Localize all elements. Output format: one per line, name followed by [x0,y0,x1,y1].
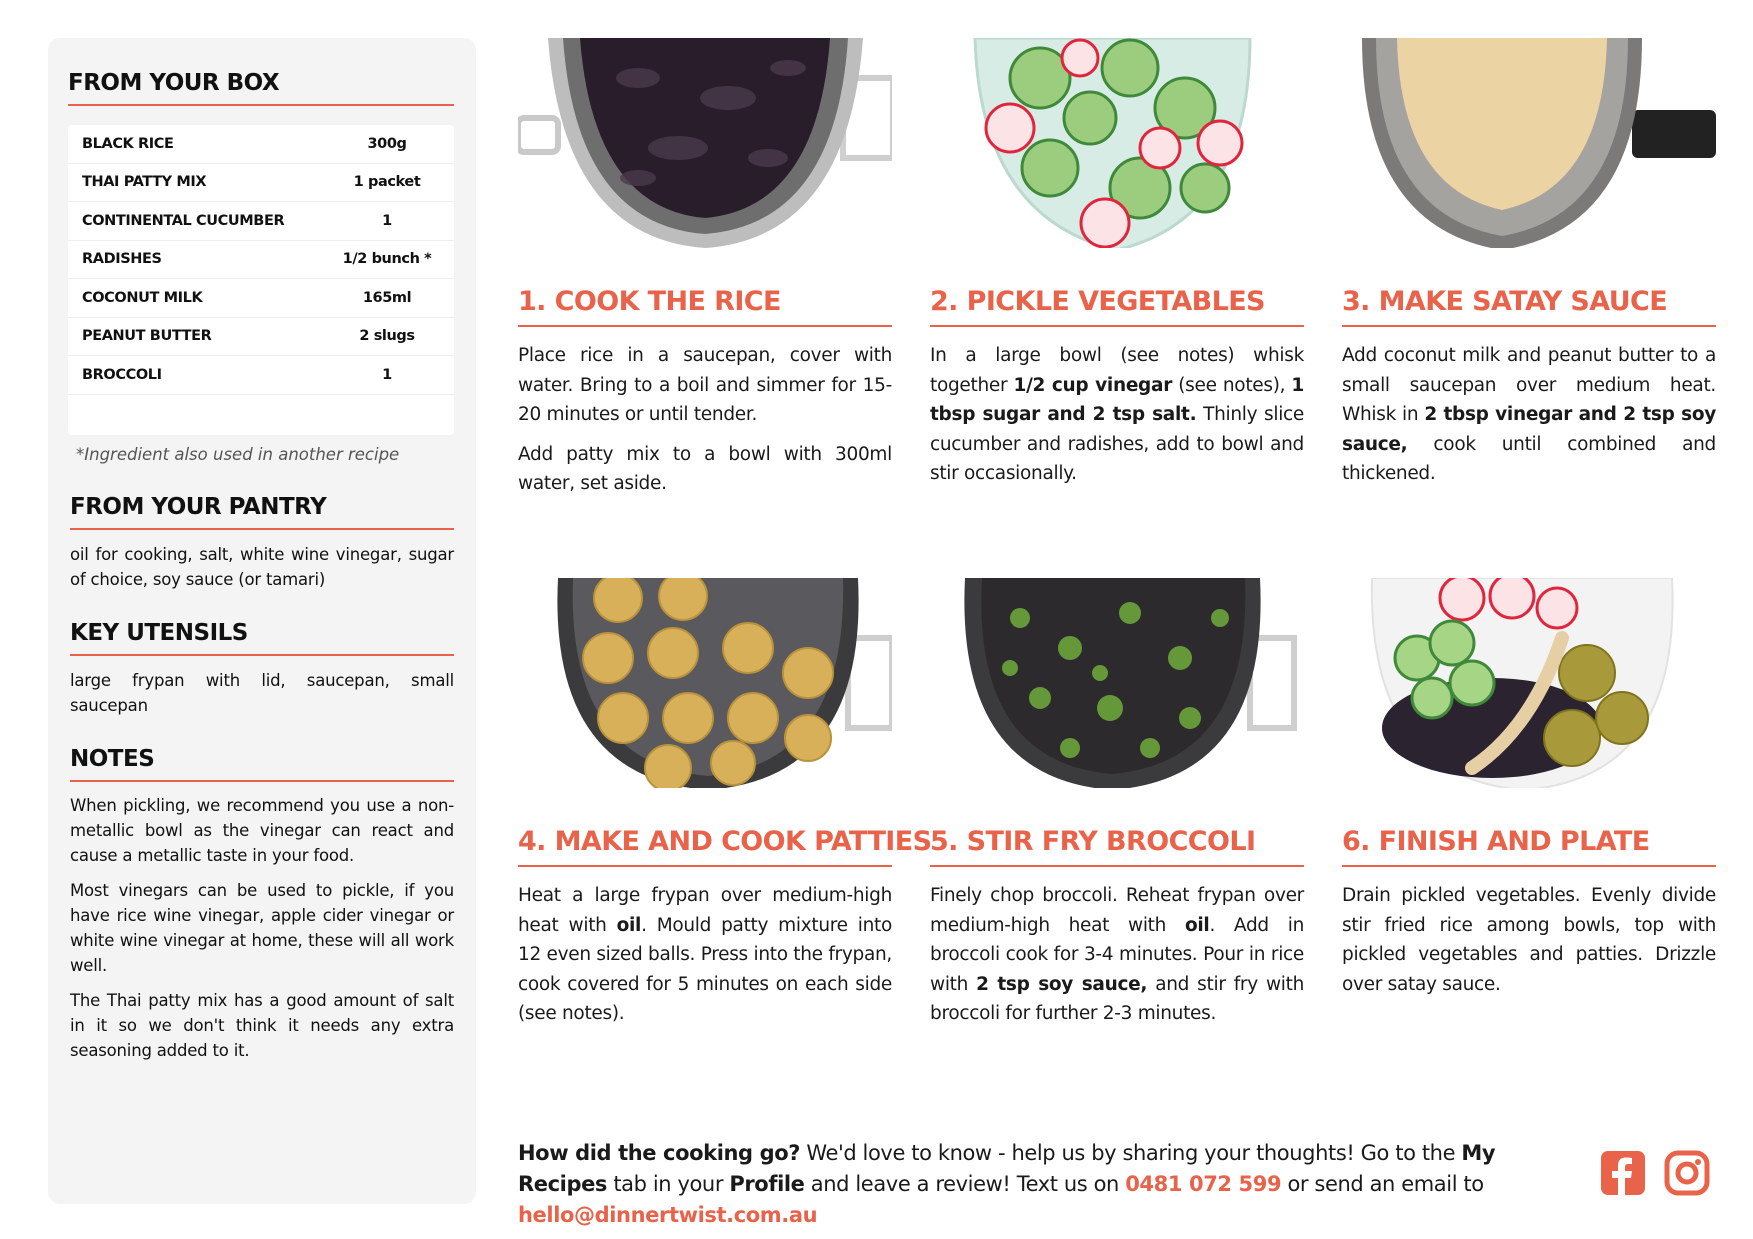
ingredient-name: CONTINENTAL CUCUMBER [82,212,285,229]
ingredient-quantity: 1/2 bunch * [342,251,432,268]
ingredient-quantity: 1 [382,212,392,229]
instruction-text: Add patty mix to a bowl with 300ml water, set aside. [518,443,892,494]
pantry-text: oil for cooking, salt, white wine vinegar, sugar of choice, soy sauce (or tamari) [70,545,454,589]
review-text: We'd love to know - help us by sharing your thoughts! Go to the [800,1141,1462,1165]
pickled-vegetables-bowl-photo [930,38,1304,248]
bold-ingredient-text: 2 tbsp vinegar and 2 tsp soy sauce, [1342,404,1716,455]
instruction-text: Thinly slice cucumber and radishes, add to bowl and stir occasionally. [930,404,1305,484]
bold-ingredient-text: oil [616,914,642,936]
bold-ingredient-text: 2 tsp soy sauce, [976,973,1148,995]
bold-ingredient-text: oil [1184,914,1210,936]
step-title: 6. FINISH AND PLATE [1342,826,1716,867]
key-utensils-heading: KEY UTENSILS [70,620,454,656]
instruction-paragraph [1342,881,1716,999]
instruction-paragraph [518,341,892,430]
step-instructions [518,881,892,1029]
step-title: 4. MAKE AND COOK PATTIES [518,826,892,867]
ingredient-row [68,279,454,318]
ingredient-row [68,125,454,164]
from-your-pantry-heading: FROM YOUR PANTRY [70,494,454,530]
step-instructions [930,341,1304,489]
instruction-text: . Mould patty mixture into 12 even sized balls. Press into the frypan, cook covered for 5 minutes on each side (see notes). [518,914,892,1024]
instruction-paragraph [518,881,892,1029]
instruction-text: Drain pickled vegetables. Evenly divide stir fried rice among bowls, top with pickled vegetables and patties. Drizzle over satay sauce. [1342,885,1716,995]
ingredient-name: RADISHES [82,251,162,268]
patties-in-frypan-photo [518,578,892,788]
step-6 [1342,578,1716,999]
ingredient-quantity: 1 [382,366,392,383]
facebook-icon[interactable] [1600,1150,1646,1200]
ingredients-sidebar [48,38,476,1204]
broccoli-stir-fry-photo [930,578,1304,788]
ingredient-name: COCONUT MILK [82,289,203,306]
step-instructions [518,341,892,499]
review-text: and leave a review! Text us on [804,1172,1126,1196]
step-5 [930,578,1304,1029]
bold-ingredient-text: 1 tbsp sugar and 2 tsp salt. [930,374,1304,425]
instruction-paragraph [1342,341,1716,489]
step-3 [1342,38,1716,489]
ingredient-footnote: *Ingredient also used in another recipe [76,445,400,464]
instruction-text: Add coconut milk and peanut butter to a small saucepan over medium heat. Whisk in [1342,345,1716,425]
note-paragraph: When pickling, we recommend you use a non-metallic bowl as the vinegar can react and cause a metallic taste in your food. [70,796,454,865]
ingredient-name: BLACK RICE [82,135,174,152]
notes-heading: NOTES [70,746,454,782]
step-instructions [1342,341,1716,489]
step-title: 3. MAKE SATAY SAUCE [1342,286,1716,327]
review-question: How did the cooking go? [518,1141,801,1165]
satay-sauce-saucepan-photo [1342,38,1716,248]
instruction-text: cook until combined and thickened. [1342,433,1716,484]
ingredient-row [68,241,454,280]
instruction-text: (see notes), [1172,374,1292,396]
instruction-text: Finely chop broccoli. Reheat frypan over medium-high heat with [930,885,1304,936]
step-instructions [1342,881,1716,999]
phone-number-link[interactable]: 0481 072 599 [1125,1172,1282,1196]
ingredient-quantity: 165ml [362,289,412,306]
step-1 [518,38,892,499]
email-link[interactable]: hello@dinnertwist.com.au [518,1203,818,1227]
instagram-icon[interactable] [1664,1150,1710,1200]
step-title: 2. PICKLE VEGETABLES [930,286,1304,327]
rice-in-strainer-photo [518,38,892,248]
step-instructions [930,881,1304,1029]
note-paragraph: The Thai patty mix has a good amount of salt in it so we don't think it needs any extra seasoning added to it. [70,991,454,1060]
instruction-paragraph [930,881,1304,1029]
review-text: or send an email to [1281,1172,1484,1196]
step-4 [518,578,932,1029]
step-title: 1. COOK THE RICE [518,286,892,327]
ingredients-table [68,125,454,435]
from-your-box-heading: FROM YOUR BOX [68,70,454,106]
instruction-text: Place rice in a saucepan, cover with water. Bring to a boil and simmer for 15-20 minutes or until tender. [518,345,892,425]
ingredient-row [68,164,454,203]
ingredient-quantity: 1 packet [353,174,421,191]
instruction-paragraph [518,440,892,499]
my-recipes-label: My Recipes [518,1141,1496,1196]
ingredient-name: THAI PATTY MIX [82,174,207,191]
ingredient-name: PEANUT BUTTER [82,328,212,345]
utensils-text: large frypan with lid, saucepan, small saucepan [70,671,454,715]
instruction-paragraph [930,341,1304,489]
instruction-text: Heat a large frypan over medium-high heat with [518,885,892,936]
ingredient-quantity: 300g [367,135,407,152]
instruction-text: and stir fry with broccoli for further 2-3 minutes. [930,973,1304,1024]
profile-label: Profile [729,1172,805,1196]
step-2 [930,38,1304,489]
plated-dish-photo [1342,578,1716,788]
bold-ingredient-text: 1/2 cup vinegar [1013,374,1173,396]
review-prompt [518,1138,1578,1231]
instruction-text: In a large bowl (see notes) whisk together [930,345,1304,396]
ingredient-quantity: 2 slugs [359,328,415,345]
step-title: 5. STIR FRY BROCCOLI [930,826,1304,867]
ingredient-row [68,318,454,357]
review-text: tab in your [607,1172,730,1196]
ingredient-row [68,356,454,395]
ingredient-name: BROCCOLI [82,366,162,383]
instruction-text: . Add in broccoli cook for 3-4 minutes. Pour in rice with [930,914,1304,995]
note-paragraph: Most vinegars can be used to pickle, if you have rice wine vinegar, apple cider vinegar or white wine vinegar at home, these will all work well. [70,881,454,975]
ingredient-row [68,202,454,241]
